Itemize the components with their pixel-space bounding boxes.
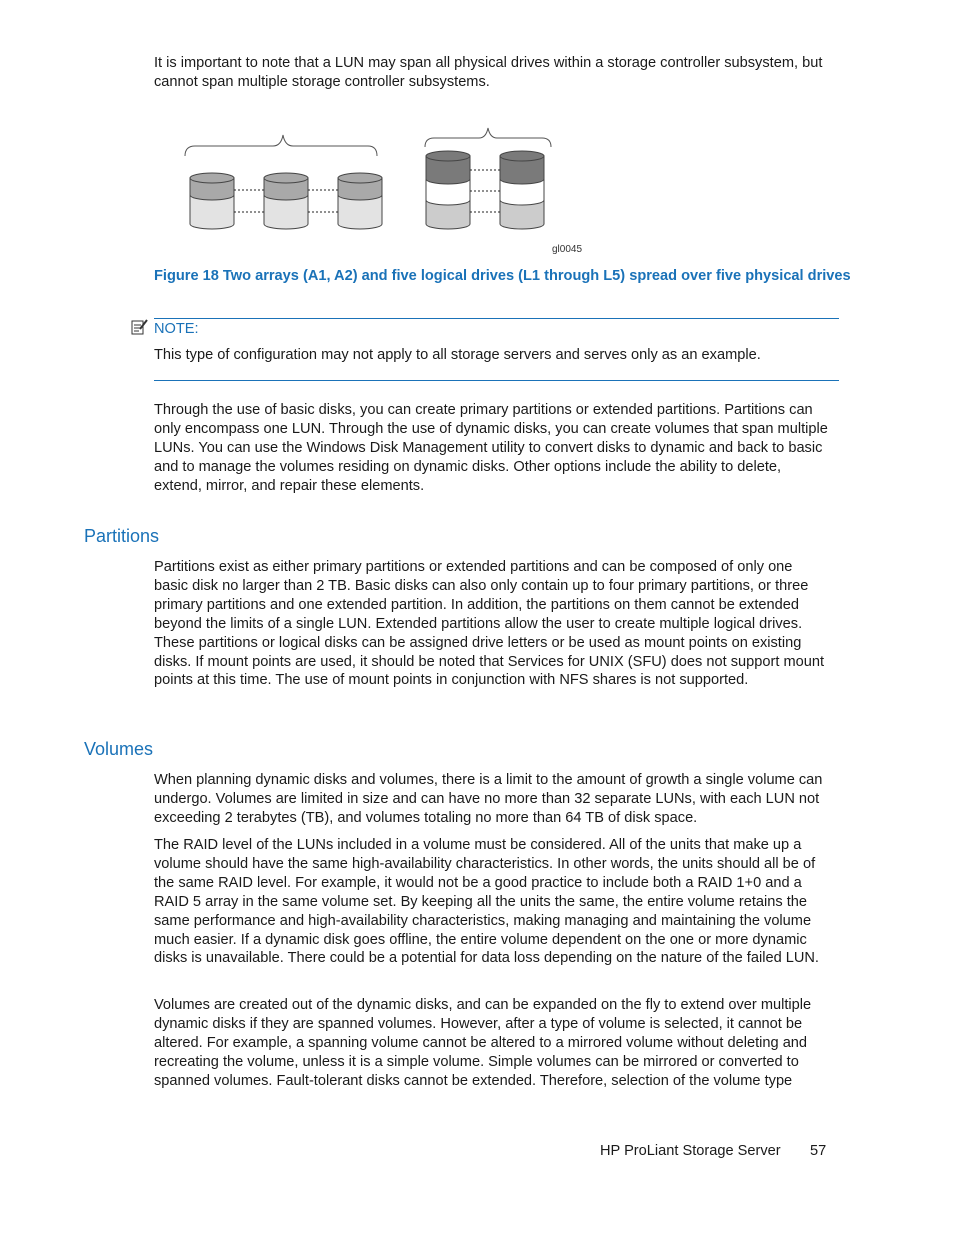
disk-icon [190,173,234,229]
array-a1-brace [185,135,377,156]
intro-paragraph: It is important to note that a LUN may span all physical drives within a storage controller subsystem, but cannot span multiple storage controller subsystems. [154,55,823,90]
partitions-heading: Partitions [84,526,160,546]
array-a2-brace [425,128,551,147]
figure-id-label: gl0045 [552,244,583,255]
disk-arrays-figure [180,122,560,242]
footer-title: HP ProLiant Storage Server [600,1143,781,1159]
partitions-paragraph: Partitions exist as either primary partitions or extended partitions and can be composed of only one basic disk no larger than 2 TB. Basic disks can also only contain up to four primary partitions, or three primary partitions and one extended partition. In addition, the partitions on them cannot be extended beyond the limits of a single LUN. Extended partitions allow the user to create multiple logical drives. These partitions or logical disks can be assigned drive letters or be used as mount points on existing disks. If mount points are used, it should be noted that Services for UNIX (SFU) does not support mount points at this time. The use of mount points in conjunction with NFS shares is not supported. [154,559,825,689]
volumes-heading: Volumes [84,739,154,759]
volumes-paragraph-2: The RAID level of the LUNs included in a volume must be considered. All of the units that make up a volume should have the same high-availability characteristics. In other words, the units should all be of the same RAID level. For example, it would not be a good practice to include both a RAID 1+0 and a RAID 5 array in the same volume set. By keeping all the units the same, the entire volume retains the same performance and high-availability characteristics, making managing and maintaining the volume much easier. If a dynamic disk goes offline, the entire volume dependent on the one or more dynamic disks is unavailable. There could be a potential for data loss depending on the nature of the failed LUN. [154,837,819,967]
disk-icon [264,173,308,229]
disk-icon [426,151,470,229]
figure-caption: Figure 18 Two arrays (A1, A2) and five logical drives (L1 through L5) spread over five physical drives [154,268,851,284]
note-text: This type of configuration may not apply to all storage servers and serves only as an example. [154,347,761,363]
disk-icon [338,173,382,229]
note-icon [131,319,149,340]
page-number: 57 [810,1143,827,1159]
disk-arrays-diagram [180,122,560,237]
basic-disks-paragraph: Through the use of basic disks, you can create primary partitions or extended partitions. Partitions can only encompass one LUN. Through the use of dynamic disks, you can create volumes that span multiple LUNs. You can use the Windows Disk Management utility to convert disks to dynamic and back to basic and to manage the volumes residing on dynamic disks. Other options include the ability to delete, extend, mirror, and repair these elements. [154,402,828,494]
disk-icon [500,151,544,229]
volumes-paragraph-1: When planning dynamic disks and volumes, there is a limit to the amount of growth a single volume can undergo. Volumes are limited in size and can have no more than 32 separate LUNs, with each LUN not exceeding 2 terabytes (TB), and volumes totaling no more than 64 TB of disk space. [154,772,823,826]
volumes-paragraph-3: Volumes are created out of the dynamic disks, and can be expanded on the fly to extend over multiple dynamic disks if they are spanned volumes. However, after a type of volume is selected, it cannot be altered. For example, a spanning volume cannot be altered to a mirrored volume without deleting and recreating the volume, unless it is a simple volume. Simple volumes can be mirrored or converted to spanned volumes. Fault-tolerant disks cannot be extended. Therefore, selection of the volume type [154,997,812,1089]
note-label: NOTE: [154,321,199,337]
note-bottom-rule [154,380,839,381]
logical-drive-links-a2 [470,170,500,212]
note-top-rule [154,318,839,319]
